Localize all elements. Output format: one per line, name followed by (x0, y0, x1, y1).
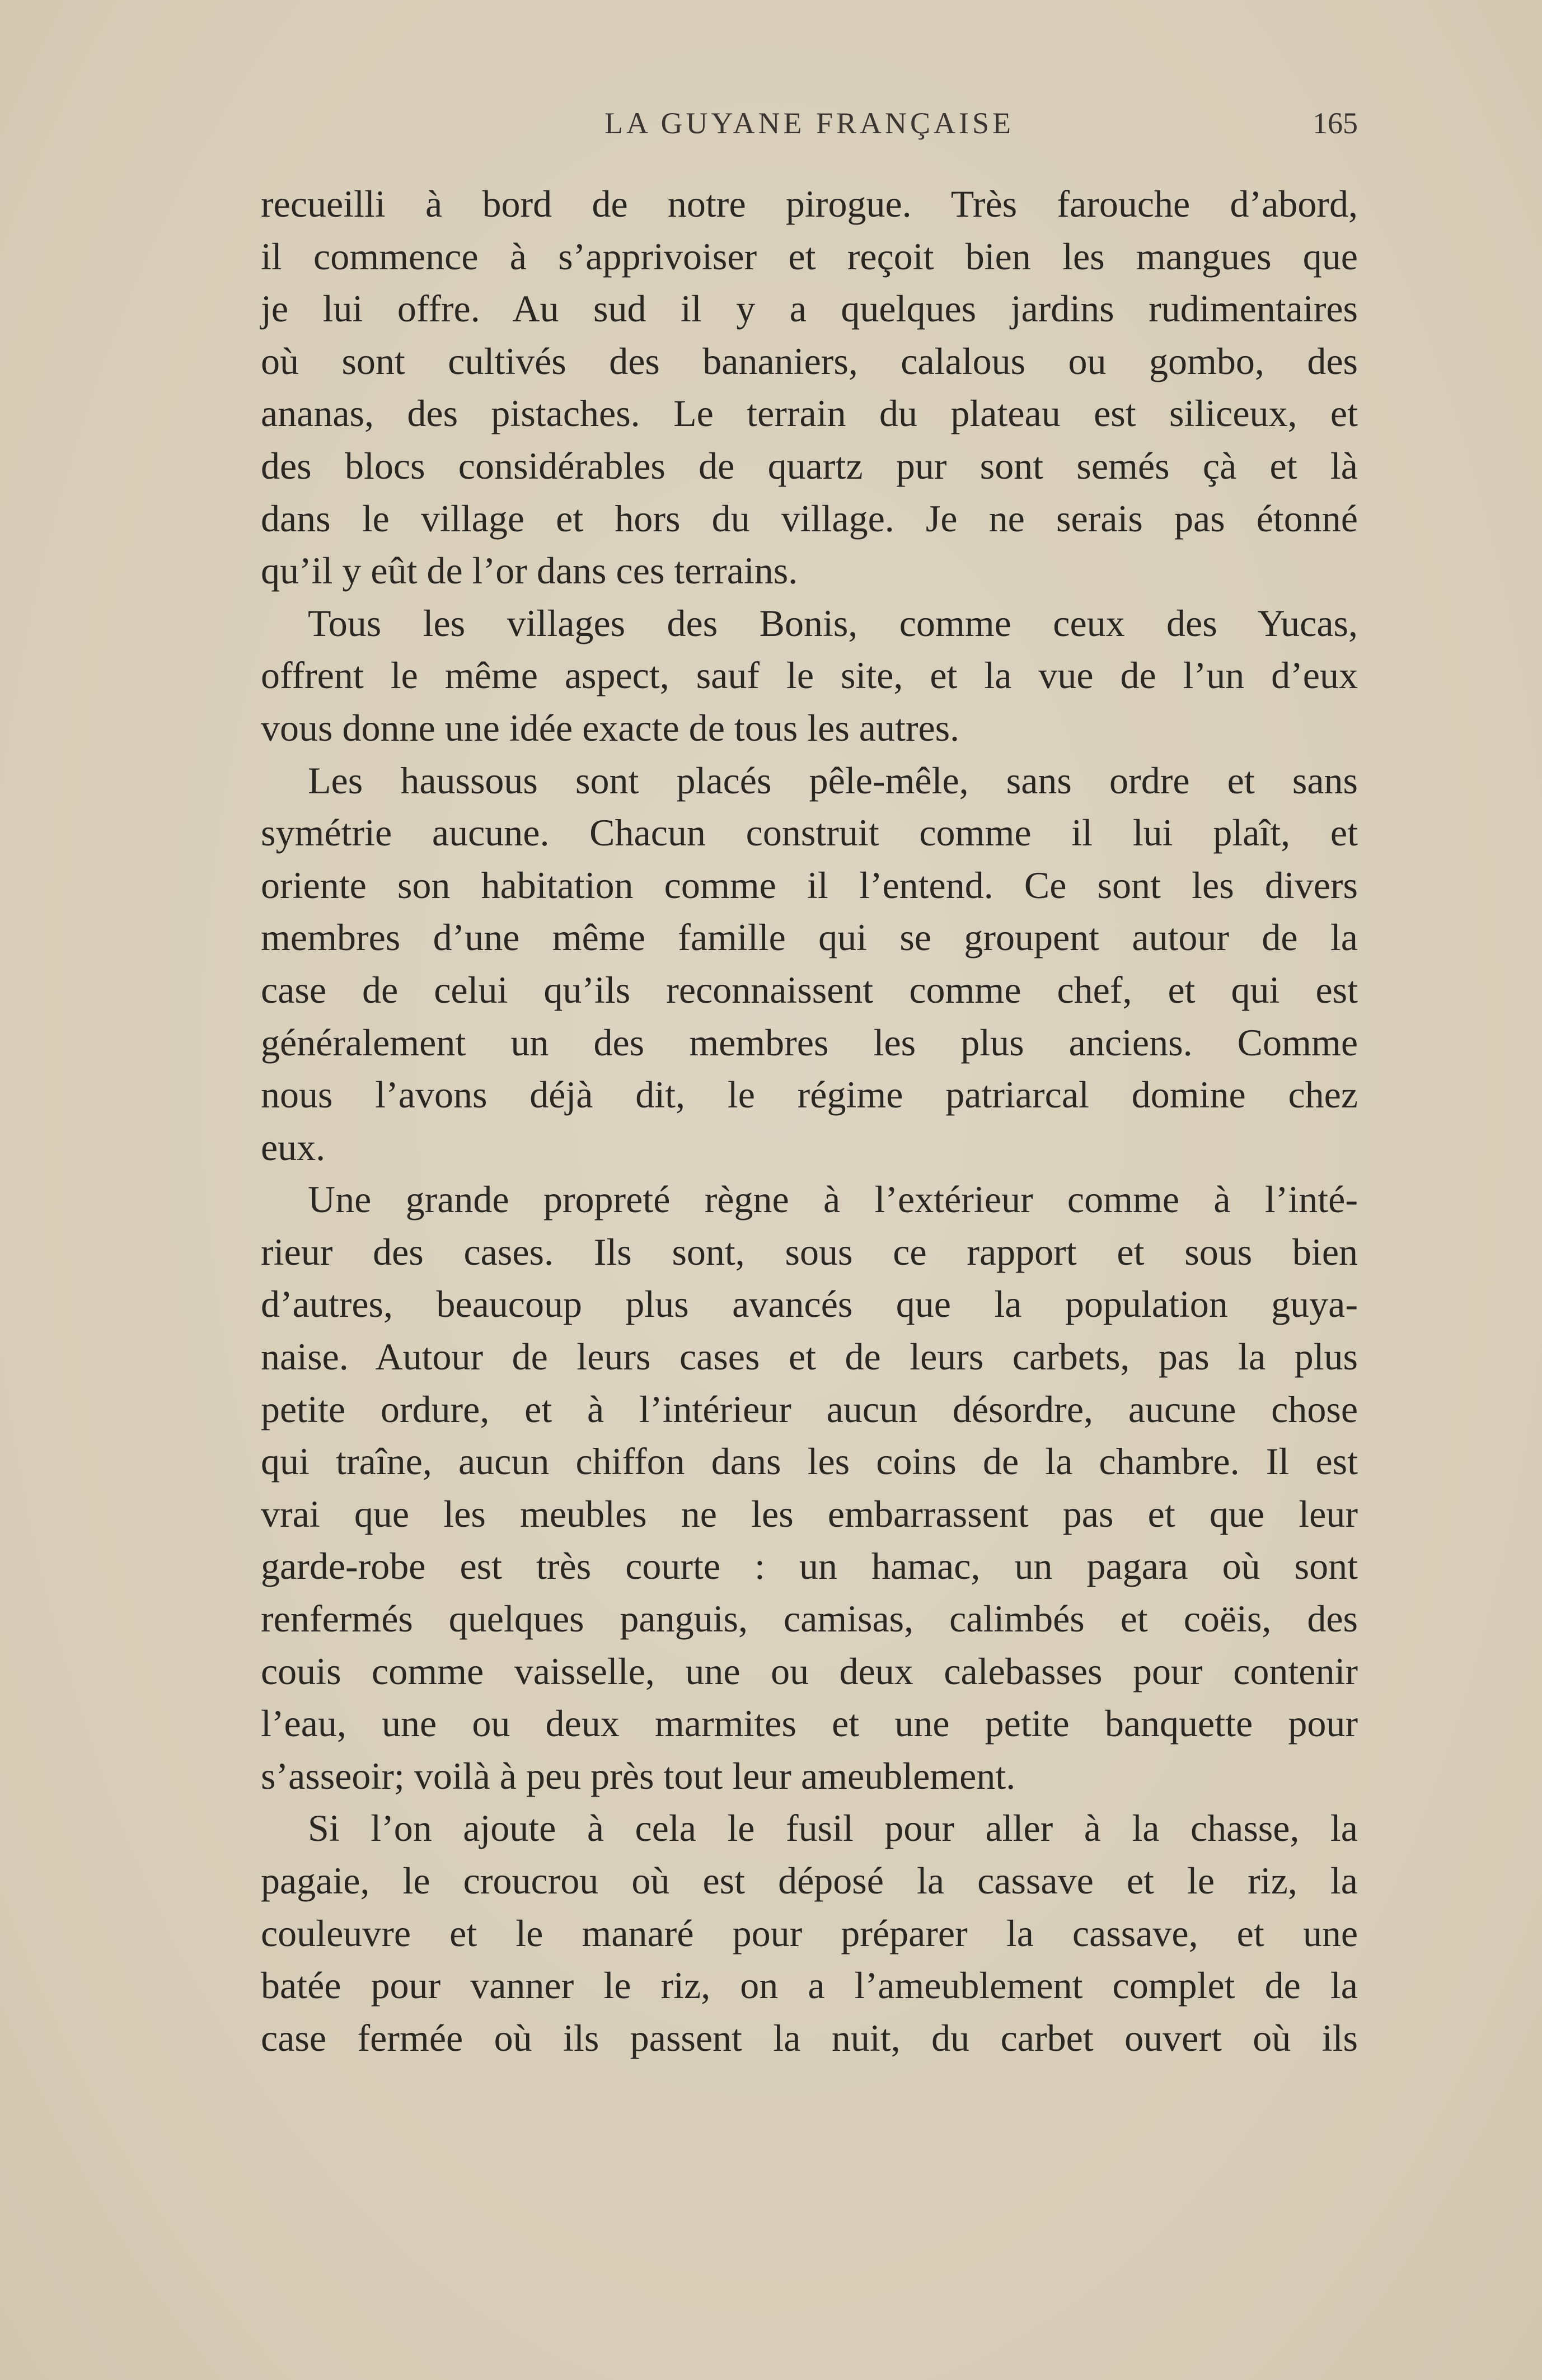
text-line: ananas, des pistaches. Le terrain du plateau est siliceux, et (261, 392, 1358, 435)
text-line: recueilli à bord de notre pirogue. Très farouche d’abord, (261, 183, 1358, 225)
text-line: pagaie, le croucrou où est déposé la cassave et le riz, la (261, 1859, 1358, 1902)
text-line: dans le village et hors du village. Je ne serais pas étonné (261, 497, 1358, 540)
text-line: généralement un des membres les plus anciens. Comme (261, 1021, 1358, 1064)
text-line: Tous les villages des Bonis, comme ceux des Yucas, (308, 601, 1358, 644)
running-title: LA GUYANE FRANÇAISE (604, 106, 1015, 140)
page-number: 165 (1313, 106, 1358, 140)
text-line: vous donne une idée exacte de tous les autres. (261, 706, 960, 749)
text-line: où sont cultivés des bananiers, calalous ou gombo, des (261, 339, 1358, 382)
text-line: oriente son habitation comme il l’entend. Ce sont les divers (261, 863, 1358, 906)
text-line: je lui offre. Au sud il y a quelques jardins rudimentaires (261, 287, 1358, 330)
text-line: Une grande propreté règne à l’extérieur comme à l’inté- (308, 1178, 1358, 1221)
text-line: des blocs considérables de quartz pur sont semés çà et là (261, 444, 1358, 487)
text-line: Les haussous sont placés pêle-mêle, sans ordre et sans (308, 759, 1358, 802)
text-line: l’eau, une ou deux marmites et une petite banquette pour (261, 1702, 1358, 1745)
text-line: rieur des cases. Ils sont, sous ce rapport et sous bien (261, 1230, 1358, 1273)
text-line: couleuvre et le manaré pour préparer la cassave, et une (261, 1911, 1358, 1955)
body-text (261, 178, 1358, 2064)
text-line: il commence à s’apprivoiser et reçoit bien les mangues que (261, 235, 1358, 278)
text-line: garde-robe est très courte : un hamac, un pagara où sont (261, 1545, 1358, 1588)
text-line: batée pour vanner le riz, on a l’ameublement complet de la (261, 1964, 1358, 2007)
text-line: vrai que les meubles ne les embarrassent pas et que leur (261, 1492, 1358, 1535)
text-line: renfermés quelques panguis, camisas, calimbés et coëis, des (261, 1597, 1358, 1640)
text-line: symétrie aucune. Chacun construit comme il lui plaît, et (261, 811, 1358, 854)
text-line: membres d’une même famille qui se groupent autour de la (261, 916, 1358, 959)
text-line: case de celui qu’ils reconnaissent comme chef, et qui est (261, 968, 1358, 1011)
text-line: couis comme vaisselle, une ou deux calebasses pour contenir (261, 1649, 1358, 1692)
text-line: s’asseoir; voilà à peu près tout leur ameublement. (261, 1754, 1016, 1797)
text-line: naise. Autour de leurs cases et de leurs carbets, pas la plus (261, 1335, 1358, 1378)
text-line: offrent le même aspect, sauf le site, et la vue de l’un d’eux (261, 654, 1358, 697)
text-line: case fermée où ils passent la nuit, du carbet ouvert où ils (261, 2016, 1358, 2059)
text-line: qui traîne, aucun chiffon dans les coins de la chambre. Il est (261, 1440, 1358, 1483)
text-line: eux. (261, 1125, 326, 1168)
text-line: nous l’avons déjà dit, le régime patriarcal domine chez (261, 1073, 1358, 1116)
text-line: petite ordure, et à l’intérieur aucun désordre, aucune chose (261, 1387, 1358, 1430)
running-head (261, 104, 1358, 143)
text-line: Si l’on ajoute à cela le fusil pour aller à la chasse, la (308, 1807, 1358, 1850)
text-line: qu’il y eût de l’or dans ces terrains. (261, 549, 798, 592)
text-line: d’autres, beaucoup plus avancés que la population guya- (261, 1283, 1358, 1326)
